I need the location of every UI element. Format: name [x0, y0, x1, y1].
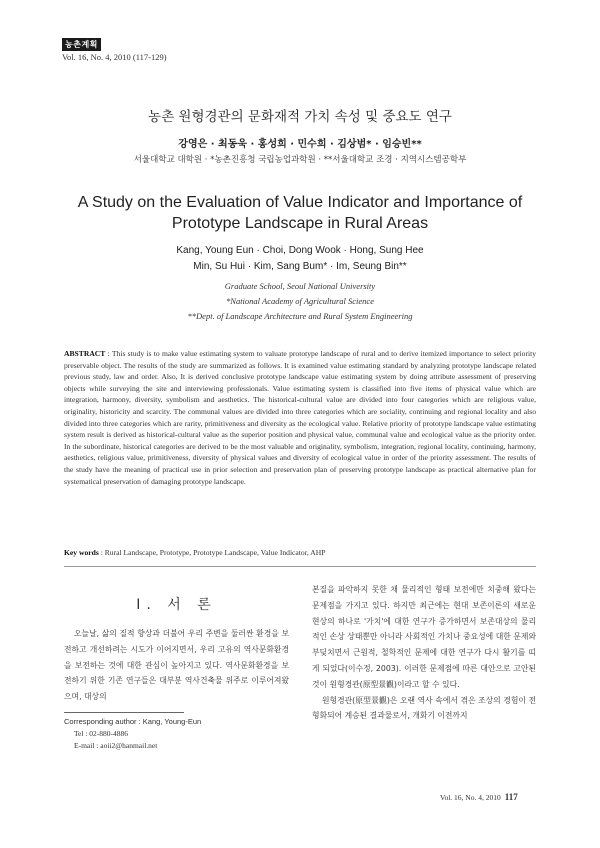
korean-title: 농촌 원형경관의 문화재적 가치 속성 및 중요도 연구 — [148, 109, 452, 125]
body-column-right — [312, 582, 536, 724]
section-divider — [64, 566, 536, 567]
body-paragraph: 본질을 파악하지 못한 채 물리적인 형태 보전에만 치중해 왔다는 문제점을 가지고 있다. 하지만 최근에는 현대 보존이론의 새로운 현상의 하나로 '가치'에 대한 연구가 증가하면서 보존대상의 물리적인 손상 상태뿐만 아니라 사회적인 가치나 중요성에 대한 문제와 부딪치면서 근원적, 철학적인 문제에 대한 연구가 다시 활기를 띠게 되었다(이수정, 2003). 이러한 문제점에 따른 대안으로 고안된 것이 원형경관(原型景觀)이라고 할 수 있다. — [312, 585, 536, 689]
body-paragraph: 오늘날, 삶의 질적 향상과 더불어 우리 주변을 둘러싼 환경을 보전하고 개선하려는 시도가 이어지면서, 우리 고유의 역사문화환경을 보전하는 것에 대한 관심이 높아지고 있다. 역사문화환경을 보전하기 위한 기존 연구들은 대부분 역사건축물 위주로 이루어져왔으며, 대상의 — [64, 629, 289, 702]
journal-name-badge: 농촌계획 — [62, 38, 101, 51]
footnote-tel: Tel : 02-880-4886 — [74, 729, 129, 738]
abstract-label: ABSTRACT — [64, 349, 106, 358]
section-heading-introduction: Ⅰ. 서 론 — [136, 597, 217, 613]
english-authors-line1: Kang, Young Eun · Choi, Dong Wook · Hong, Sung Hee — [176, 245, 424, 256]
korean-authors: 강영은 · 최동욱 · 홍성희 · 민수희 · 김상범* · 임승빈** — [178, 139, 422, 150]
english-authors-line2: Min, Su Hui · Kim, Sang Bum* · Im, Seung Bin** — [193, 261, 407, 272]
corresponding-author: Corresponding author : Kang, Young-Eun — [64, 717, 202, 726]
english-affiliations — [60, 279, 540, 324]
body-paragraph: 원형경관(原型景觀)은 오랜 역사 속에서 겪은 조상의 경험이 전형화되어 계승된 결과물로서, 개화기 이전까지 — [312, 695, 536, 721]
volume-line: Vol. 16, No. 4, 2010 (117-129) — [62, 52, 167, 62]
english-title — [60, 192, 540, 234]
keywords-label: Key words — [64, 548, 99, 557]
english-title-line1: A Study on the Evaluation of Value Indicator and Importance of — [77, 194, 523, 211]
abstract-text: : This study is to make value estimating system to valuate prototype landscape of rural and to derive itemized importance to select priority preservable object. The results of the study are summarized as follows. It is examined value estimating standard by analyzing prototype landscape related previous study, law and order. Also, It is derived conclusive prototype landscape value estimating system by doing attribute assessment of preserving objects while surveying the site and interviewing professionals. Value estimating system is classified into five items of physical value which are integration, harmony, diversity, symbolism and aesthetics. The historical-cultural value are divided into four categories which are religious value, originality, historicity and scarcity. The communal values are divided into three categories which are sociality, continuing and regional locality and also divided into three categories which are rarity, primitiveness and diversity as the ecological value. Relative priority of prototype landscape value estimating system result is derived as historical-cultural value as the superior position and physical value, communal value and ecological value as the priority order. In the subordinate, historical categories are derived to be the most valuable and originality, symbolism, integration, regional locality, continuing, harmony, aesthetics, religious value, primitiveness, diversity of physical values and diversity of ecological value in order of the priority assessment. The results of the study have the meaning of practical use in prior selection and preservation plan of preserving prototype landscape as practical alternative plan for systematical preservation of damaging prototype landscape. — [64, 349, 536, 486]
korean-affiliation: 서울대학교 대학원 · *농촌진흥청 국립농업과학원 · **서울대학교 조경 · 지역시스템공학부 — [133, 155, 467, 165]
keywords — [64, 548, 536, 557]
footnote-email: E-mail : aoii2@hanmail.net — [74, 741, 158, 750]
english-authors — [60, 243, 540, 275]
footnote — [64, 716, 289, 752]
english-affil-1: Graduate School, Seoul National University — [224, 281, 376, 291]
page-number: 117 — [504, 792, 518, 802]
english-title-line2: Prototype Landscape in Rural Areas — [171, 215, 429, 232]
body-column-left — [64, 626, 289, 705]
english-affil-3: **Dept. of Landscape Architecture and Rural System Engineering — [187, 311, 413, 321]
english-affil-2: *National Academy of Agricultural Science — [226, 296, 374, 306]
page-footer — [440, 792, 518, 802]
footnote-rule — [64, 712, 184, 713]
keywords-text: : Rural Landscape, Prototype, Prototype Landscape, Value Indicator, AHP — [98, 548, 326, 557]
abstract — [64, 348, 536, 487]
footer-volume: Vol. 16, No. 4, 2010 — [440, 793, 501, 802]
